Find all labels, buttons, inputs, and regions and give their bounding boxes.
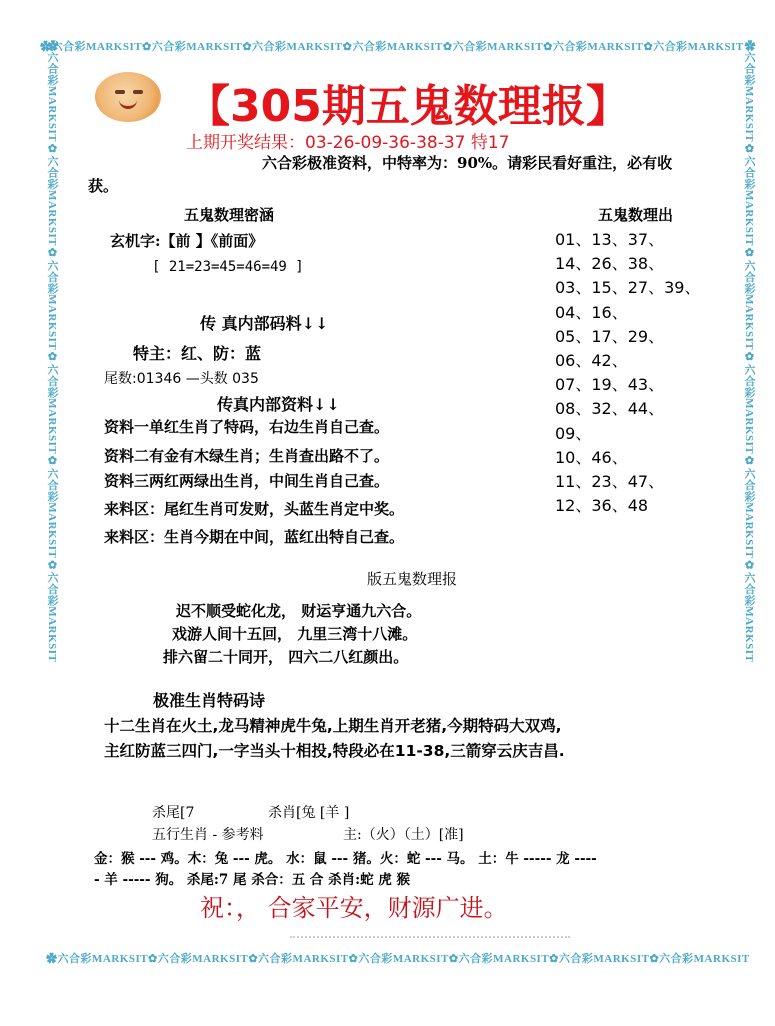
mascot-face-image <box>95 72 161 122</box>
number-row: 05、17、29、 <box>555 326 665 346</box>
divider <box>290 936 570 942</box>
element-mapping-line: - 羊 ----- 狗。 杀尾:7 尾 杀合：五 合 杀肖:蛇 虎 猴 <box>94 872 410 888</box>
number-row: 08、32、44、 <box>555 399 665 419</box>
intro-text-line-1: 六合彩极准资料，中特率为：90%。请彩民看好重注，必有收 <box>262 154 673 172</box>
number-list <box>555 228 700 518</box>
zodiac-poem-line: 十二生肖在火土,龙马精神虎牛兔,上期生肖开老猪,今期特码大双鸡, <box>104 717 562 735</box>
zodiac-poem-line: 主红防蓝三四门,一字当头十相投,特段必在11-38,三箭穿云庆吉昌. <box>104 742 565 760</box>
element-mapping-line: 金：猴 --- 鸡。木：兔 --- 虎。 水：鼠 --- 猪。火：蛇 --- 马。 土：牛 ----- 龙 ---- <box>94 851 597 867</box>
mystery-word: 玄机字:【前 】《前面》 <box>110 232 264 250</box>
number-row: 11、23、47、 <box>555 471 665 491</box>
number-row: 07、19、43、 <box>555 375 665 395</box>
border-watermark-right: ✿六合彩MARKSIT✿六合彩MARKSIT✿六合彩MARKSIT✿六合彩MARKSIT✿六合彩MARKSIT✿六合彩MARKSIT <box>743 40 755 663</box>
border-watermark-bottom: ✿六合彩MARKSIT✿六合彩MARKSIT✿六合彩MARKSIT✿六合彩MARKSIT✿六合彩MARKSIT✿六合彩MARKSIT✿六合彩MARKSIT <box>46 953 750 965</box>
number-row: 14、26、38、 <box>555 254 665 274</box>
poem-line: 戏游人间十五回， 九里三湾十八滩。 <box>172 625 418 643</box>
secret-heading: 五鬼数理密涵 <box>184 206 275 224</box>
edition-heading: 版五鬼数理报 <box>367 570 458 588</box>
zodiac-poem-heading: 极准生肖特码诗 <box>153 691 266 710</box>
five-elements-label: 五行生肖 - 参考料 <box>152 827 264 843</box>
info-line: 资料二有金有木绿生肖；生肖查出路不了。 <box>104 447 390 465</box>
kill-tail: 杀尾[7 <box>152 805 195 821</box>
info-line: 资料三两红两绿出生肖，中间生肖自己查。 <box>104 472 390 490</box>
info-line: 来料区：生肖今期在中间，蓝红出特自己查。 <box>104 528 405 546</box>
main-element: 主:（火）（土）[准] <box>343 827 464 843</box>
info-line: 资料一单红生肖了特码，右边生肖自己查。 <box>104 418 390 436</box>
number-row: 12、36、48 <box>555 496 649 516</box>
number-row: 09、 <box>555 423 592 443</box>
kill-zodiac: 杀肖[兔 [羊 ] <box>268 805 350 821</box>
number-row: 01、13、37、 <box>555 230 665 249</box>
tail-head-numbers: 尾数:01346 —头数 035 <box>104 371 259 387</box>
poem-line: 迟不顺受蛇化龙， 财运亨通九六合。 <box>176 602 422 620</box>
fax-code-heading: 传 真内部码料↓↓ <box>200 314 329 333</box>
number-row: 04、16、 <box>555 302 628 322</box>
special-main-color: 特主：红、防：蓝 <box>133 344 262 363</box>
page-title: 【305期五鬼数理报】 <box>186 81 630 132</box>
blessing-text: 祝：， 合家平安，财源广进。 <box>200 894 508 922</box>
number-formula: [ 21=23=45=46=49 ] <box>152 259 304 275</box>
fax-info-heading: 传真内部资料↓↓ <box>217 395 340 414</box>
number-row: 10、46、 <box>555 447 628 467</box>
poem-line: 排六留二十同开， 四六二八红颜出。 <box>163 648 409 666</box>
number-row: 03、15、27、39、 <box>555 278 701 298</box>
intro-text-line-2: 获。 <box>88 177 119 195</box>
border-watermark-left: ✿六合彩MARKSIT✿六合彩MARKSIT✿六合彩MARKSIT✿六合彩MARKSIT✿六合彩MARKSIT✿六合彩MARKSIT <box>46 40 58 663</box>
number-row: 06、42、 <box>555 350 628 370</box>
info-line: 来料区：尾红生肖可发财，头蓝生肖定中奖。 <box>104 500 405 518</box>
last-draw-result: 上期开奖结果：03-26-09-36-38-37 特17 <box>186 133 510 153</box>
border-watermark-top: ✿六合彩MARKSIT✿六合彩MARKSIT✿六合彩MARKSIT✿六合彩MARKSIT✿六合彩MARKSIT✿六合彩MARKSIT✿六合彩MARKSIT <box>40 41 744 53</box>
numbers-heading: 五鬼数理出 <box>598 206 674 224</box>
